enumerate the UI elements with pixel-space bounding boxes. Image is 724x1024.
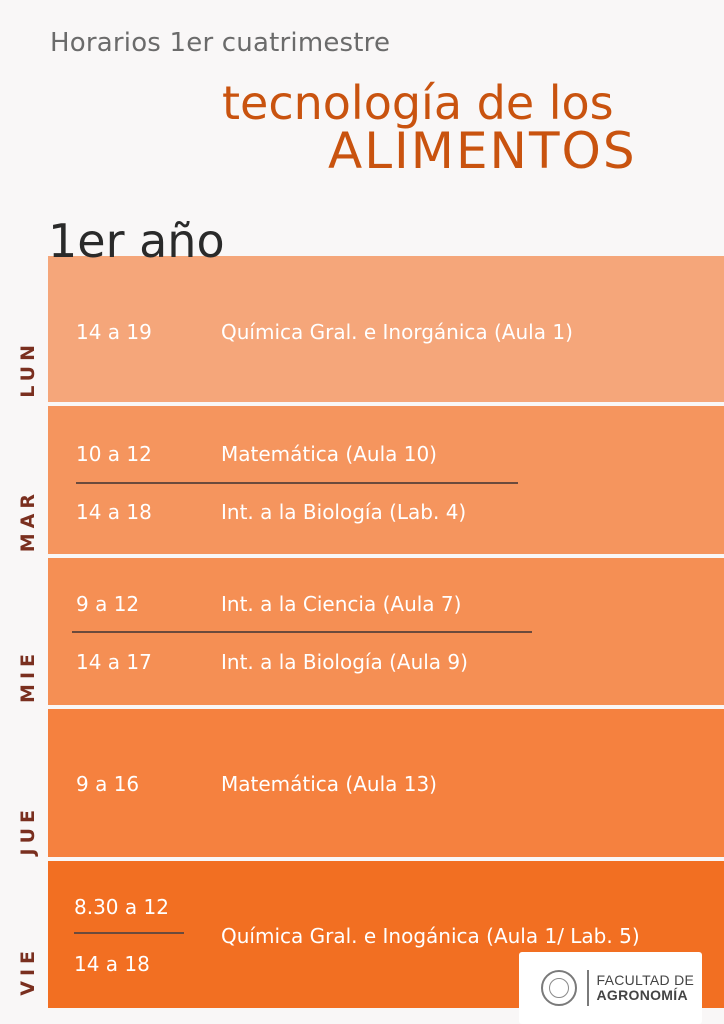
day-label-lun: LUN — [17, 340, 39, 398]
entry-divider — [74, 932, 184, 934]
subject-name: Int. a la Ciencia (Aula 7) — [221, 592, 462, 616]
time-slot: 8.30 a 12 — [74, 895, 169, 919]
entry-divider — [72, 631, 532, 633]
subject-name: Int. a la Biología (Lab. 4) — [221, 500, 467, 524]
day-label-mie: MIE — [17, 649, 39, 703]
title-line-1: tecnología de los — [222, 76, 614, 130]
subject-name: Matemática (Aula 10) — [221, 442, 437, 466]
time-slot: 14 a 17 — [76, 650, 152, 674]
time-slot: 9 a 12 — [76, 592, 140, 616]
day-band-mar — [48, 406, 724, 554]
day-band-mie — [48, 558, 724, 705]
faculty-logo — [519, 952, 702, 1024]
subject-name: Química Gral. e Inorgánica (Aula 1) — [221, 320, 573, 344]
university-seal-icon — [541, 970, 577, 1006]
year-heading: 1er año — [48, 214, 225, 268]
day-band-jue — [48, 709, 724, 857]
day-label-vie: VIE — [17, 946, 39, 996]
day-band-lun — [48, 256, 724, 402]
time-slot: 14 a 19 — [76, 320, 152, 344]
time-slot: 9 a 16 — [76, 772, 140, 796]
day-label-mar: MAR — [17, 488, 39, 552]
time-slot: 14 a 18 — [74, 952, 150, 976]
entry-divider — [76, 482, 518, 484]
time-slot: 10 a 12 — [76, 442, 152, 466]
logo-separator — [587, 970, 589, 1006]
subject-name: Matemática (Aula 13) — [221, 772, 437, 796]
logo-line-2: AGRONOMÍA — [596, 987, 688, 1003]
subject-name: Química Gral. e Inogánica (Aula 1/ Lab. 5) — [221, 924, 640, 948]
day-label-jue: JUE — [17, 804, 39, 855]
title-line-2: ALIMENTOS — [328, 122, 637, 180]
logo-line-1: FACULTAD DE — [596, 971, 695, 988]
time-slot: 14 a 18 — [76, 500, 152, 524]
subject-name: Int. a la Biología (Aula 9) — [221, 650, 468, 674]
page-subtitle: Horarios 1er cuatrimestre — [50, 28, 391, 58]
